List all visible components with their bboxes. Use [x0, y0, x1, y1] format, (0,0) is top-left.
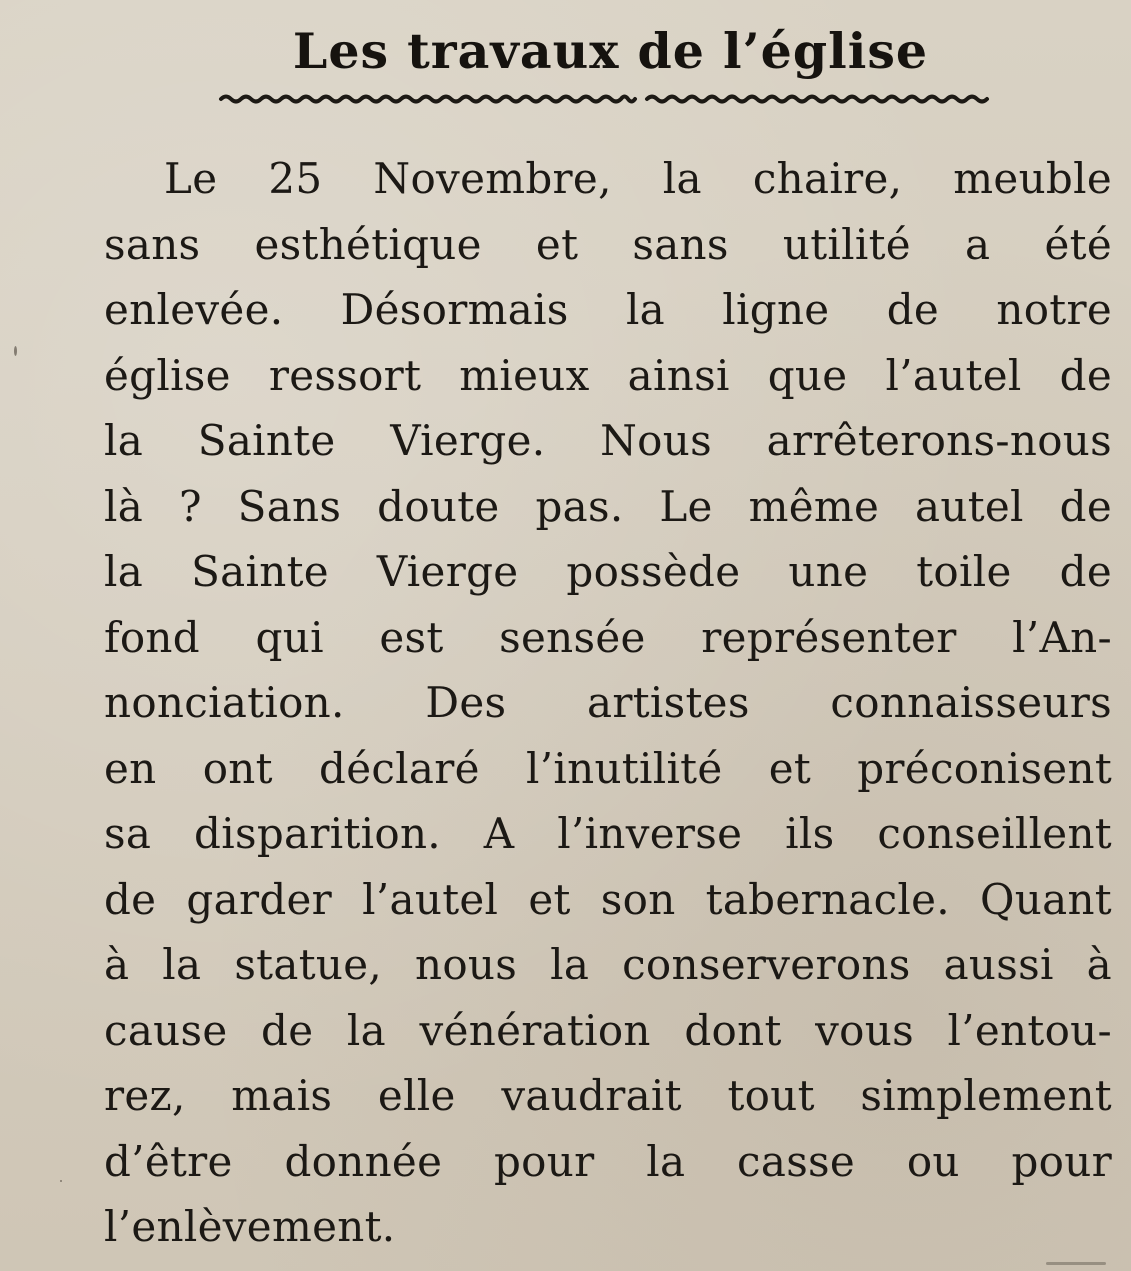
article-line: en ont déclaré l’inutilité et préconisent	[104, 743, 1112, 793]
article-line: d’être donnée pour la casse ou pour	[104, 1136, 1112, 1186]
article-line: Le 25 Novembre, la chaire, meuble	[164, 154, 1112, 203]
article-line: l’enlèvement.	[104, 1202, 396, 1251]
article-body	[104, 146, 1112, 1260]
article-line: nonciation. Des artistes connaisseurs	[104, 678, 1112, 727]
article-line: sans esthétique et sans utilité a été	[104, 219, 1112, 269]
paper-speck	[60, 1180, 62, 1182]
article-line: la Sainte Vierge possède une toile de	[104, 547, 1112, 596]
article-line: à la statue, nous la conserverons aussi à	[104, 940, 1112, 989]
paper-speck	[1046, 1262, 1106, 1265]
article-line: fond qui est sensée représenter l’An-	[104, 612, 1112, 662]
paper-speck	[14, 346, 17, 356]
article-line: la Sainte Vierge. Nous arrêterons-nous	[104, 416, 1112, 465]
article-line: cause de la vénération dont vous l’entou-	[104, 1005, 1112, 1055]
article-line: sa disparition. A l’inverse ils conseillent	[104, 809, 1112, 858]
article-line: enlevée. Désormais la ligne de notre	[104, 285, 1112, 334]
headline-container	[0, 22, 1131, 80]
article-headline: Les travaux de l’église	[292, 22, 929, 80]
article-line: rez, mais elle vaudrait tout simplement	[104, 1071, 1112, 1120]
article-line: église ressort mieux ainsi que l’autel de	[104, 350, 1112, 400]
article-line: là ? Sans doute pas. Le même autel de	[104, 481, 1112, 531]
article-line: de garder l’autel et son tabernacle. Quant	[104, 874, 1112, 924]
decorative-wavy-rule	[215, 88, 995, 110]
